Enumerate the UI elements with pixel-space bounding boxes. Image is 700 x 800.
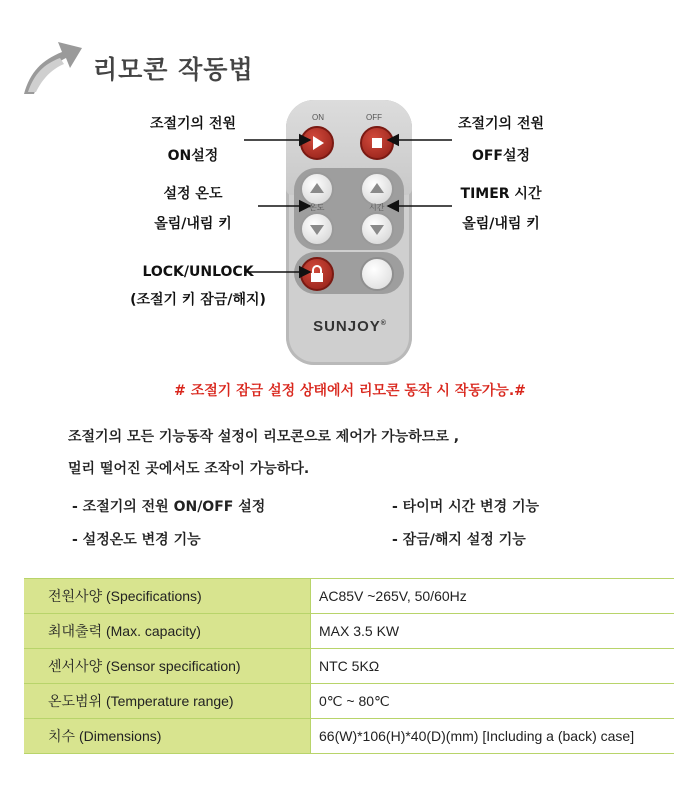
spec-key: 온도범위 (Temperature range) — [24, 684, 311, 719]
spec-key: 최대출력 (Max. capacity) — [24, 614, 311, 649]
off-label: OFF — [366, 113, 382, 122]
description-line-1: 조절기의 모든 기능동작 설정이 리모콘으로 제어가 가능하므로 , — [68, 429, 460, 445]
table-row — [24, 614, 674, 649]
lock-annotation: LOCK/UNLOCK (조절기 키 잠금/해지) — [130, 264, 266, 308]
temp-annotation: 설정 온도 올림/내림 키 — [154, 186, 232, 232]
spec-key: 치수 (Dimensions) — [24, 719, 311, 754]
feature-temp: - 설정온도 변경 기능 — [72, 532, 201, 548]
notice-text: # 조절기 잠금 설정 상태에서 리모콘 동작 시 작동가능.# — [174, 383, 526, 399]
power-on-annotation: 조절기의 전원 ON설정 — [149, 116, 237, 164]
time-label: 시간 — [369, 203, 385, 212]
spec-value: MAX 3.5 KW — [311, 614, 675, 649]
page-title: 리모콘 작동법 — [93, 55, 254, 84]
spec-table — [24, 578, 674, 754]
spec-value: AC85V ~265V, 50/60Hz — [311, 579, 675, 614]
feature-lock: - 잠금/해지 설정 기능 — [392, 532, 526, 548]
spec-key: 전원사양 (Specifications) — [24, 579, 311, 614]
description-line-2: 멀리 떨어진 곳에서도 조작이 가능하다. — [68, 461, 310, 477]
table-row — [24, 649, 674, 684]
spec-value: NTC 5KΩ — [311, 649, 675, 684]
feature-timer: - 타이머 시간 변경 기능 — [392, 499, 540, 515]
table-row — [24, 684, 674, 719]
spec-key: 센서사양 (Sensor specification) — [24, 649, 311, 684]
temp-label: 온도 — [309, 203, 325, 212]
on-label: ON — [312, 113, 324, 122]
feature-power: - 조절기의 전원 ON/OFF 설정 — [72, 499, 266, 515]
brand-logo: SUNJOY® — [313, 318, 387, 335]
spec-value: 0℃ ~ 80℃ — [311, 684, 675, 719]
power-off-annotation: 조절기의 전원 OFF설정 — [457, 116, 545, 164]
spec-value: 66(W)*106(H)*40(D)(mm) [Including a (back) case] — [311, 719, 675, 754]
table-row — [24, 579, 674, 614]
table-row — [24, 719, 674, 754]
timer-annotation: TIMER 시간 올림/내림 키 — [460, 186, 542, 232]
